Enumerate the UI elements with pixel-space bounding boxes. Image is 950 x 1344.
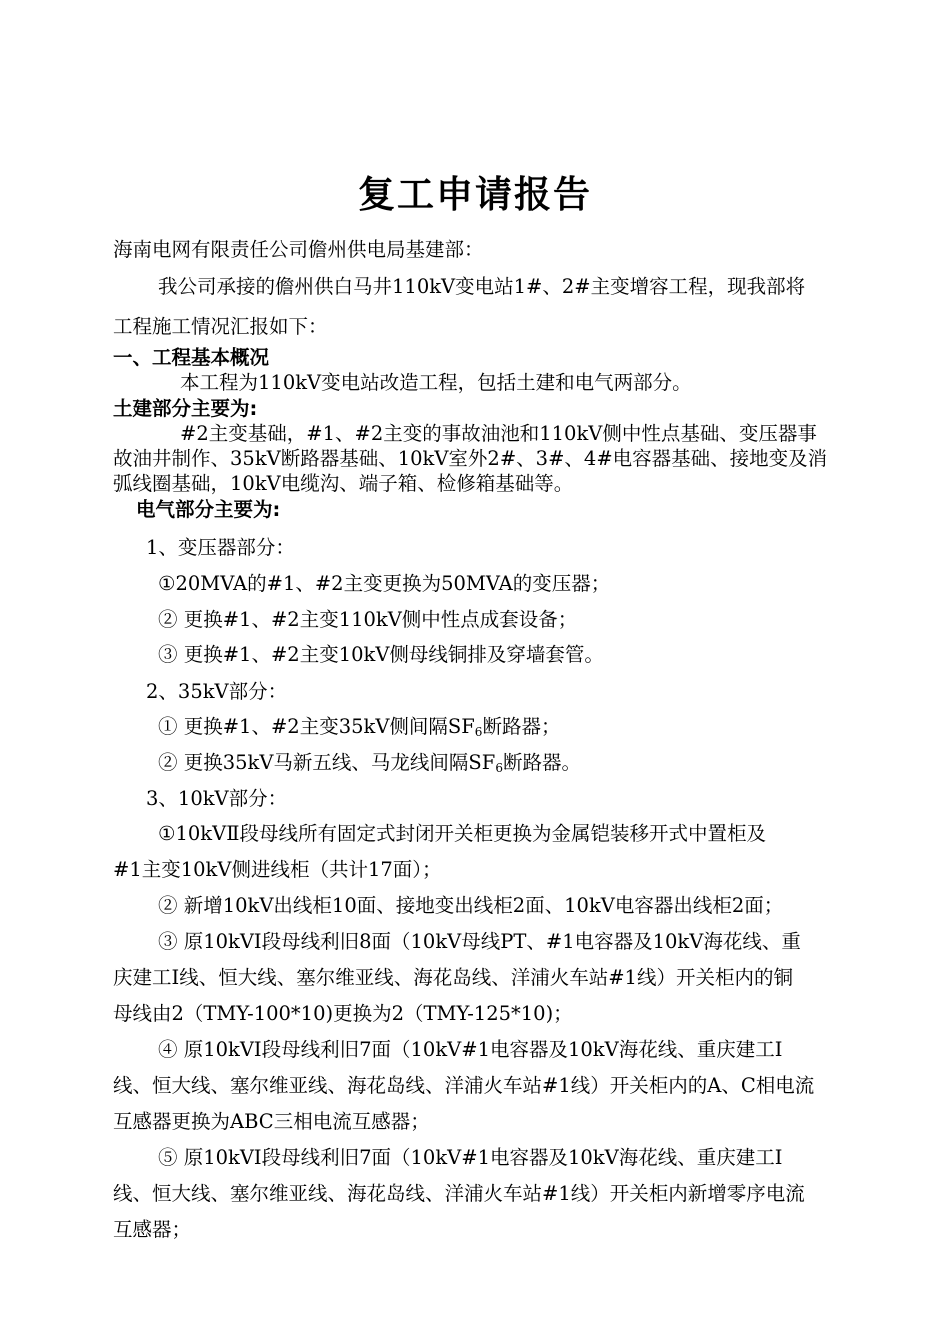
subsection-heading: 3、10kV部分： [146, 787, 288, 810]
subsection-heading: 2、35kV部分： [146, 680, 288, 703]
subscript: 6 [474, 725, 483, 739]
list-item-text: ② 更换35kV马新五线、马龙线间隔SF [158, 751, 496, 774]
subsection-heading: 1、变压器部分： [146, 536, 295, 559]
list-item-continued: 互感器更换为ABC三相电流互感器； [113, 1110, 430, 1133]
section-heading: 土建部分主要为: [113, 397, 258, 420]
page-title: 复工申请报告 [358, 172, 592, 216]
list-item: ③ 原10kVⅠ段母线利旧8面（10kV母线PT、#1电容器及10kV海花线、重 [158, 930, 801, 953]
list-item: ⑤ 原10kVⅠ段母线利旧7面（10kV#1电容器及10kV海花线、重庆建工Ⅰ [158, 1146, 783, 1169]
list-item: ② 更换#1、#2主变110kV侧中性点成套设备； [158, 608, 578, 631]
list-item-continued: 线、恒大线、塞尔维亚线、海花岛线、洋浦火车站#1线）开关柜内的A、C相电流 [113, 1074, 815, 1097]
section-heading: 电气部分主要为: [136, 498, 281, 521]
intro-line: 我公司承接的儋州供白马井110kV变电站1#、2#主变增容工程，现我部将 [158, 275, 806, 298]
list-item: ③ 更换#1、#2主变10kV侧母线铜排及穿墙套管。 [158, 643, 604, 666]
list-item [158, 749, 581, 782]
list-item-text: 断路器； [482, 715, 561, 738]
list-item: ①10kVⅡ段母线所有固定式封闭开关柜更换为金属铠装移开式中置柜及 [158, 822, 766, 845]
list-item: ④ 原10kVⅠ段母线利旧7面（10kV#1电容器及10kV海花线、重庆建工Ⅰ [158, 1038, 783, 1061]
list-item: ② 新增10kV出线柜10面、接地变出线柜2面、10kV电容器出线柜2面； [158, 894, 784, 917]
list-item-continued: 线、恒大线、塞尔维亚线、海花岛线、洋浦火车站#1线）开关柜内新增零序电流 [113, 1182, 805, 1205]
list-item-text: ① 更换#1、#2主变35kV侧间隔SF [158, 715, 475, 738]
list-item-continued: 互感器； [113, 1218, 192, 1241]
list-item-text: 断路器。 [502, 751, 581, 774]
intro-line: 工程施工情况汇报如下： [113, 315, 328, 338]
list-item-continued: 庆建工Ⅰ线、恒大线、塞尔维亚线、海花岛线、洋浦火车站#1线）开关柜内的铜 [113, 966, 793, 989]
subscript: 6 [495, 761, 503, 775]
section-text: 本工程为110kV变电站改造工程，包括土建和电气两部分。 [180, 371, 692, 394]
list-item-continued: #1主变10kV侧进线柜（共计17面）； [113, 858, 442, 881]
list-item [158, 713, 560, 746]
civil-text-line: #2主变基础，#1、#2主变的事故油池和110kV侧中性点基础、变压器事 [180, 422, 817, 445]
list-item-continued: 母线由2（TMY-100*10)更换为2（TMY-125*10)； [113, 1002, 573, 1025]
civil-text-line: 故油井制作、35kV断路器基础、10kV室外2#、3#、4#电容器基础、接地变及消 [113, 447, 828, 470]
addressee: 海南电网有限责任公司儋州供电局基建部： [113, 238, 484, 261]
list-item: ①20MVA的#1、#2主变更换为50MVA的变压器； [158, 572, 611, 595]
civil-text-line: 弧线圈基础，10kV电缆沟、端子箱、检修箱基础等。 [113, 472, 574, 495]
section-heading: 一、工程基本概况 [113, 346, 270, 369]
